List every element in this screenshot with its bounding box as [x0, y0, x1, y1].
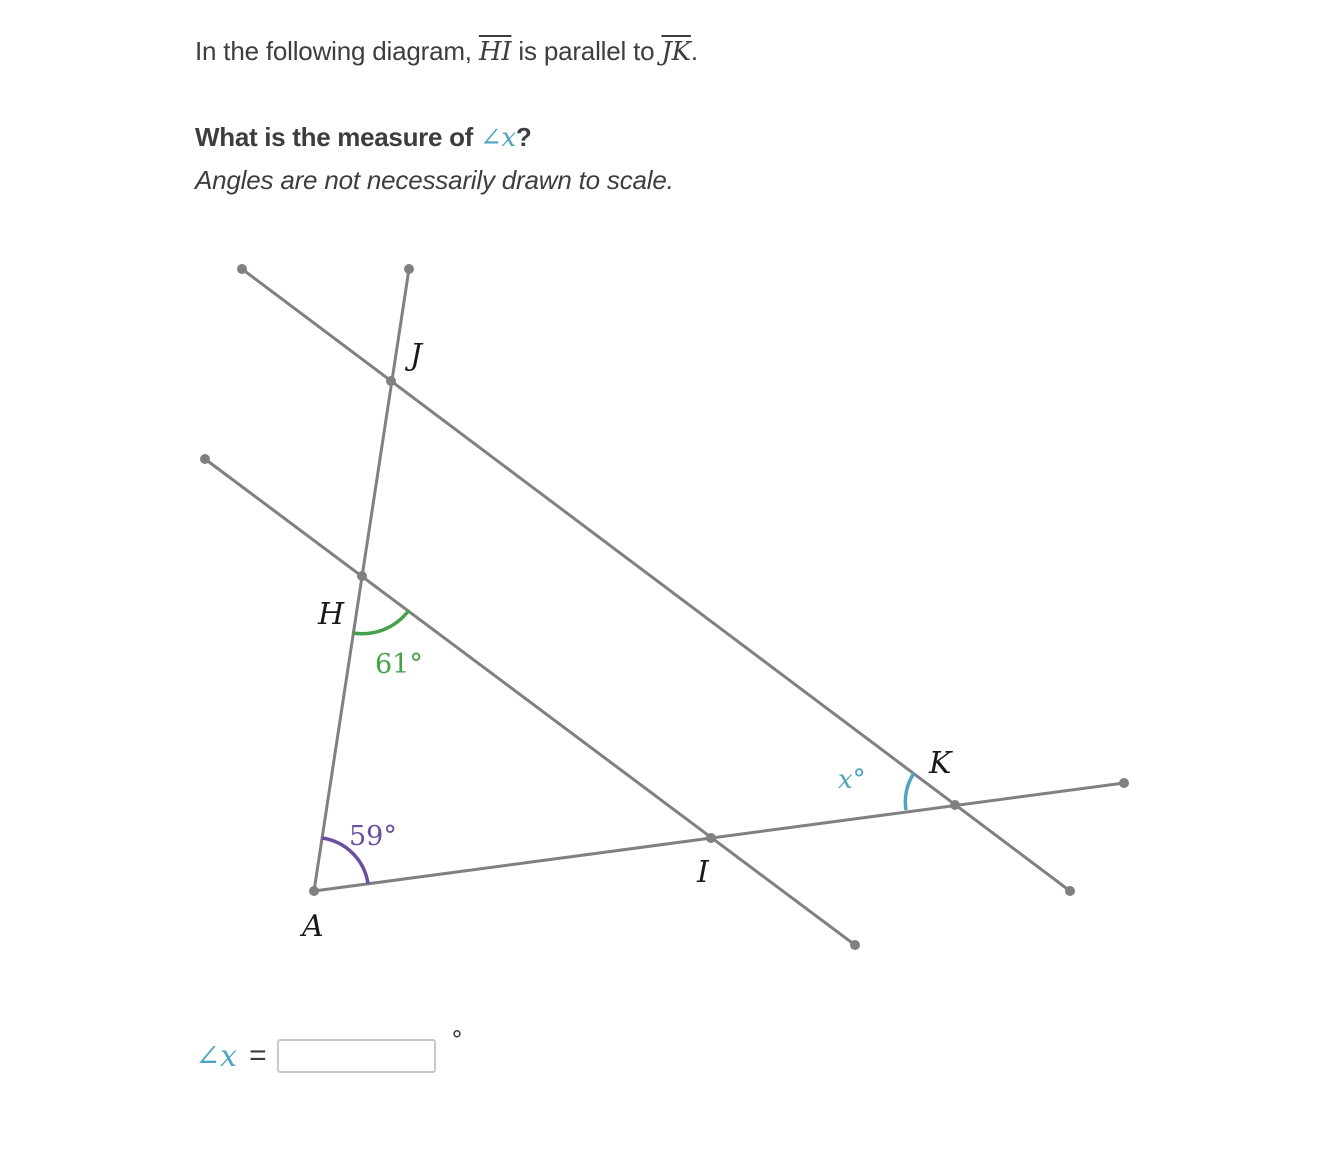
label-h: H [318, 597, 345, 632]
answer-angle-label: ∠x [195, 1038, 238, 1074]
point-j-dot [386, 376, 396, 386]
endpoint-dot [1065, 886, 1075, 896]
point-k-dot [950, 800, 960, 810]
endpoint-dot [1119, 778, 1129, 788]
endpoint-dot [237, 264, 247, 274]
angle-label-a: 59° [349, 821, 397, 852]
scale-note: Angles are not necessarily drawn to scale. [195, 165, 674, 195]
intro-suffix: . [690, 36, 698, 66]
degree-unit: ° [451, 1026, 463, 1054]
angle-arc-h [353, 610, 409, 634]
label-i: I [697, 855, 709, 890]
intro-middle: is parallel to [511, 36, 662, 66]
equals-sign: = [249, 1039, 267, 1072]
label-a: A [302, 909, 324, 944]
endpoint-dot [200, 454, 210, 464]
angle-label-h: 61° [375, 649, 423, 680]
line-ak [314, 783, 1124, 891]
segment-hi: $\overline{HI}$ [478, 37, 512, 67]
endpoint-dot [404, 264, 414, 274]
endpoint-dot [850, 940, 860, 950]
angle-arc-k [905, 773, 914, 810]
label-j: J [410, 338, 423, 373]
label-k: K [929, 746, 952, 781]
question-angle: ∠x [479, 123, 516, 153]
answer-input[interactable] [277, 1039, 436, 1073]
question-suffix: ? [515, 122, 532, 152]
line-hi [205, 459, 855, 945]
answer-row [195, 1036, 436, 1076]
question-prefix: What is the measure of [195, 122, 480, 152]
point-a-dot [309, 886, 319, 896]
angle-label-x: x° [838, 765, 866, 795]
segment-jk: $\overline{JK}$ [661, 37, 691, 67]
point-i-dot [706, 833, 716, 843]
intro-prefix: In the following diagram, [195, 36, 479, 66]
point-h-dot [357, 571, 367, 581]
